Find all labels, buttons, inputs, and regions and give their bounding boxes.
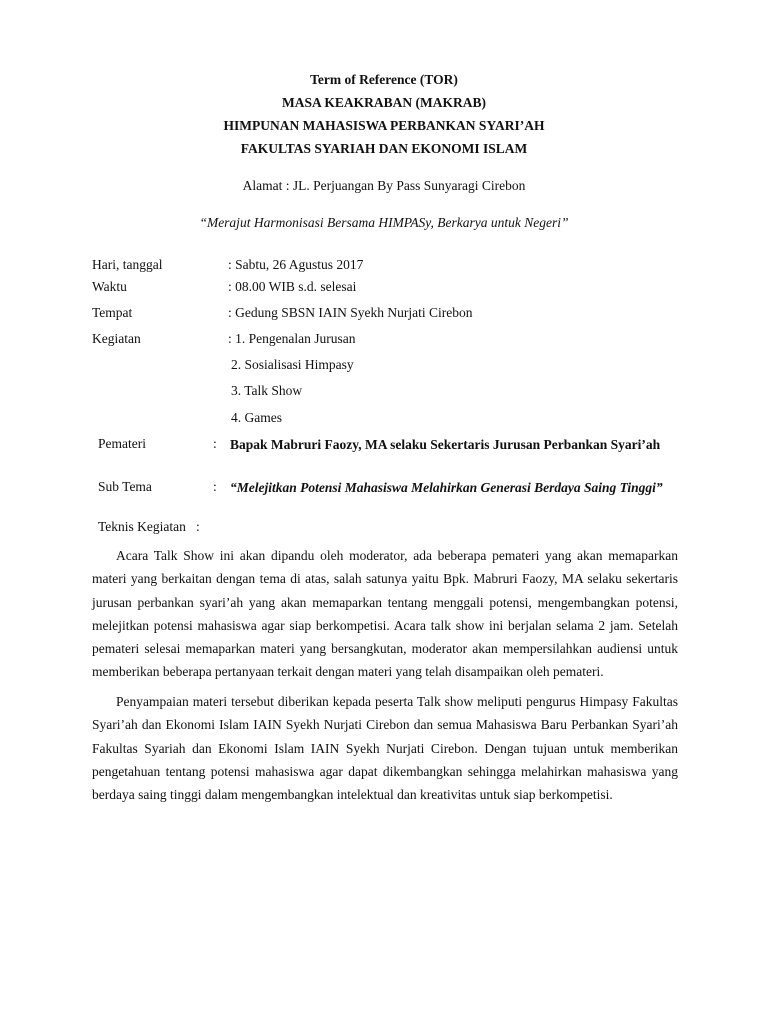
waktu-value: : 08.00 WIB s.d. selesai	[228, 279, 357, 294]
pemateri-value: Bapak Mabruri Faozy, MA selaku Sekertaris Jurusan Perbankan Syari’ah	[230, 437, 661, 452]
hari-label: Hari, tanggal	[92, 257, 163, 272]
tempat-label: Tempat	[92, 305, 133, 320]
subtema-colon: :	[213, 479, 217, 494]
paragraph-2	[92, 690, 678, 806]
kegiatan-item: 2. Sosialisasi Himpasy	[231, 357, 354, 372]
paragraph-1-text: Acara Talk Show ini akan dipandu oleh moderator, ada beberapa pemateri yang akan memaparkan materi yang berkaitan dengan tema di atas, salah satunya yaitu Bpk. Mabruri Faozy, MA selaku sekertaris jurusan perbankan syari’ah yang akan memaparkan tentang menggali potensi, mengembangkan potensi, melejitkan potensi mahasiswa agar siap berkompetisi. Acara talk show ini berjalan selama 2 jam. Setelah pemateri selesai memaparkan materi yang bersangkutan, moderator akan mempersilahkan audiensi untuk memberikan beberapa pertanyaan terkait dengan materi yang telah disampaikan oleh pemateri.	[92, 548, 678, 680]
kegiatan-item: 4. Games	[231, 410, 282, 425]
theme-line: “Merajut Harmonisasi Bersama HIMPASy, Berkarya untuk Negeri”	[199, 215, 569, 230]
organization-name: HIMPUNAN MAHASISWA PERBANKAN SYARI’AH	[223, 118, 545, 133]
pemateri-label: Pemateri	[98, 436, 146, 451]
faculty-name: FAKULTAS SYARIAH DAN EKONOMI ISLAM	[240, 141, 528, 156]
teknis-label: Teknis Kegiatan :	[98, 519, 200, 534]
pemateri-colon: :	[213, 436, 217, 451]
kegiatan-item: : 1. Pengenalan Jurusan	[228, 331, 356, 346]
kegiatan-item: 3. Talk Show	[231, 383, 303, 398]
kegiatan-label: Kegiatan	[92, 331, 141, 346]
waktu-label: Waktu	[92, 279, 127, 294]
doc-title: Term of Reference (TOR)	[310, 72, 458, 87]
subtema-value: “Melejitkan Potensi Mahasiswa Melahirkan Generasi Berdaya Saing Tinggi”	[230, 480, 663, 495]
row-subtema	[0, 479, 768, 515]
paragraph-1	[92, 544, 678, 684]
tempat-value: : Gedung SBSN IAIN Syekh Nurjati Cirebon	[228, 305, 473, 320]
subtema-label: Sub Tema	[98, 479, 152, 494]
event-name: MASA KEAKRABAN (MAKRAB)	[282, 95, 486, 110]
paragraph-2-text: Penyampaian materi tersebut diberikan kepada peserta Talk show meliputi pengurus Himpasy Fakultas Syari’ah dan Ekonomi Islam IAIN Syekh Nurjati Cirebon dan semua Mahasiswa Baru Perbankan Syari’ah Fakultas Syariah dan Ekonomi Islam IAIN Syekh Nurjati Cirebon. Dengan tujuan untuk memberikan pengetahuan tentang potensi mahasiswa agar dapat dikembangkan sehingga melahirkan mahasiswa yang berdaya saing tinggi dalam mengembangkan intelektual dan kreativitas untuk siap berkompetisi.	[92, 694, 678, 803]
row-pemateri	[0, 436, 768, 472]
address-line: Alamat : JL. Perjuangan By Pass Sunyaragi Cirebon	[242, 178, 526, 193]
hari-value: : Sabtu, 26 Agustus 2017	[228, 257, 364, 272]
